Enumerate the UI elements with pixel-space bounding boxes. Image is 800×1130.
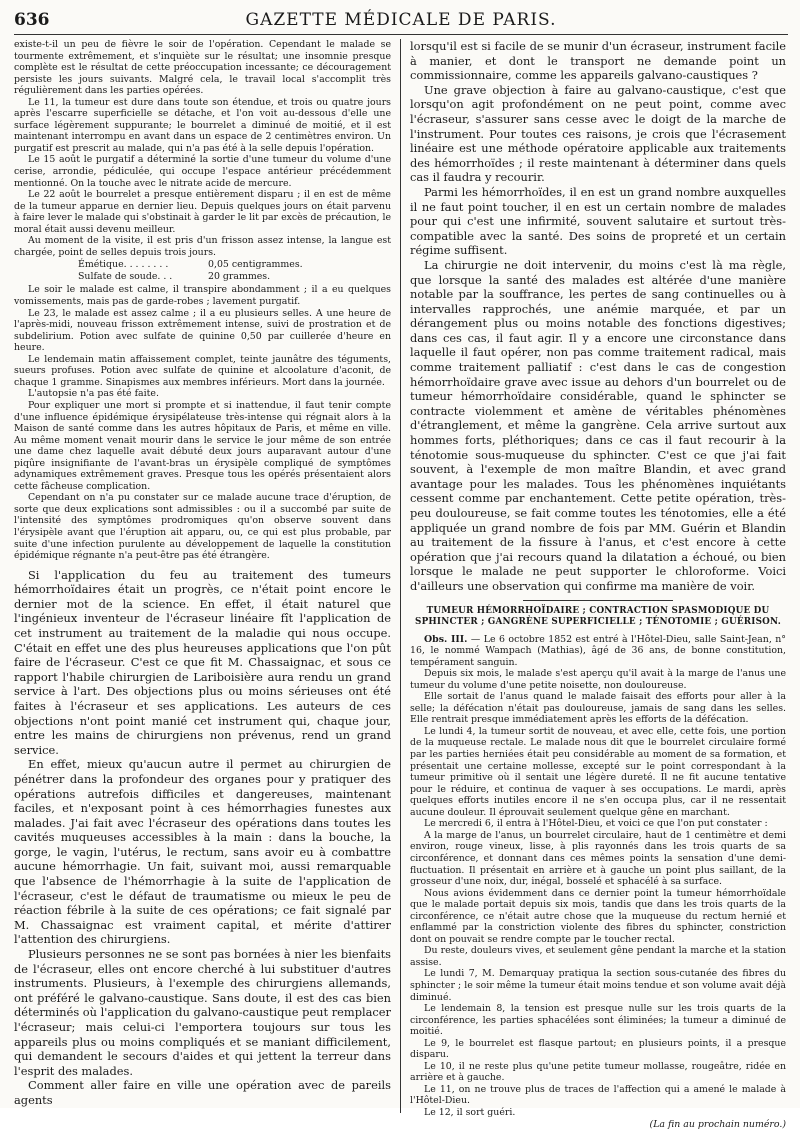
paragraph: Le mercredi 6, il entra à l'Hôtel-Dieu, et voici ce que l'on put constater : — [424, 818, 768, 830]
observation-intro — [410, 634, 786, 669]
paragraph: Si l'application du feu au traitement des tumeurs hémorrhoïdaires était un progrès, ce n'était point encore le dernier mot de la science. En effet, il était naturel que l'ingénieux inventeur de l'écraseur linéaire fît l'application de cet instrument au traitement de la maladie qui nous occupe. C'était en effet une des plus heureuses applications que l'on pût faire de l'écraseur. C'est ce que fit M. Chassaignac, et sous ce rapport l'habile chirurgien de Lariboisière aura rendu un grand service à l'art. Des objections plus ou moins sérieuses ont été faites à l'écraseur et ses applications. Les auteurs de ces objections n'ont point manié cet instrument qui, chaque jour, entre les mains de chirurgiens non prévenus, rend un grand service. — [14, 567, 391, 757]
continued-note: (La fin au prochain numéro.) — [649, 1118, 786, 1130]
paragraph: Le 11, on ne trouve plus de traces de l'affection qui a amené le malade à l'Hôtel-Dieu. — [410, 1083, 786, 1107]
paragraph: Le 12, il sort guéri. — [424, 1106, 516, 1118]
paragraph: Du reste, douleurs vives, et seulement gêne pendant la marche et la station assise. — [410, 945, 786, 968]
paragraph: Le soir le malade est calme, il transpire abondamment ; il a eu quelques vomissements, mais pas de garde-robes ; lavement purgatif. — [14, 284, 391, 308]
paragraph: Elle sortait de l'anus quand le malade faisait des efforts pour aller à la selle; la défécation n'était pas douloureuse, jamais de sang dans les selles. Elle rentrait presque immédiatement après les efforts de la défécation. — [410, 691, 786, 726]
drug-name: Sulfate de soude. . . — [78, 270, 173, 282]
observation-notes — [410, 634, 786, 1130]
paragraph: Le lendemain 8, la tension est presque nulle sur les trois quarts de la circonférence, les parties sphacélées sont éliminées; la tumeur a diminué de moitié. — [410, 1003, 786, 1038]
paragraph: Le lundi 4, la tumeur sortit de nouveau, et avec elle, cette fois, une portion de la muqueuse rectale. Le malade nous dit que le bourrelet circulaire formé par les parties herniées était peu considérable au moment de sa formation, et présentait une certaine mollesse, excepté sur le point correspondant à la tumeur primitive où il sentait une légère dureté. Il ne fit aucune tentative pour le réduire, et continua de vaquer à ses occupations. Le mardi, après quelques efforts inutiles encore il ne s'en occupa plus, car il ne ressentait aucune douleur. Il éprouvait seulement quelque gêne en marchant. — [410, 725, 786, 818]
drug-quantity: 0,05 centigrammes. — [208, 259, 303, 271]
paragraph: Une grave objection à faire au galvano-caustique, c'est que lorsqu'on agit profondément on ne peut point, comme avec l'écraseur, s'assurer sans cesse avec le doigt de la marche de l'instrument. Pour toutes ces raisons, je crois que l'écrasement linéaire est une méthode opératoire applicable aux traitements des hémorrhoïdes ; il reste maintenant à déterminer dans quels cas il faudra y recourir. — [410, 82, 786, 185]
paragraph: Le 15 août le purgatif a déterminé la sortie d'une tumeur du volume d'une cerise, arrondie, pédiculée, qui occupe l'espace antérieur précédemment mentionné. On la touche avec le nitrate acide de mercure. — [14, 154, 391, 189]
main-text-left — [14, 568, 391, 1108]
paragraph: lorsqu'il est si facile de se munir d'un écraseur, instrument facile à manier, et dont le transport ne demande point un commissionnaire, comme les appareils galvano-caustiques ? — [410, 39, 786, 83]
paragraph: L'autopsie n'a pas été faite. — [28, 388, 159, 400]
journal-title: GAZETTE MÉDICALE DE PARIS. — [245, 10, 557, 30]
paragraph: Cependant on n'a pu constater sur ce malade aucune trace d'éruption, de sorte que deux explications sont admissibles : ou il a succombé par suite de l'intensité des symptômes prodromiques qu'on observe souvent dans l'érysipèle avant que l'éruption ait apparu, ou, ce qui est plus probable, par suite d'une infection purulente au développement de laquelle la constitution épidémique régnante n'a peut-être pas été étrangère. — [14, 492, 391, 562]
paragraph: Le 10, il ne reste plus qu'une petite tumeur mollasse, rougeâtre, ridée en arrière et à gauche. — [410, 1060, 786, 1084]
paragraph: Le 22 août le bourrelet a presque entièrement disparu ; il en est de même de la tumeur apparue en dernier lieu. Depuis quelques jours on était parvenu à faire lever le malade qui s'obstinait à garder le lit par excès de précaution, le moral était aussi devenu meilleur. — [14, 189, 391, 235]
paragraph: Le 9, le bourrelet est flasque partout; en plusieurs points, il a presque disparu. — [410, 1037, 786, 1061]
observation-label: Obs. III. — [424, 633, 468, 645]
observation-intro-text: — Le 6 octobre 1852 est entré à l'Hôtel-Dieu, salle Saint-Jean, n° 16, le nommé Wampach (Mathias), âgé de 36 ans, de bonne constitution, tempérament sanguin. — [410, 633, 786, 668]
paragraph: Nous avions évidemment dans ce dernier point la tumeur hémorrhoïdale que le malade portait depuis six mois, tandis que dans les trois quarts de la circonférence, ce n'était autre chose que la muqueuse du rectum hernié et enflammé par la constriction violente des fibres du sphincter, constriction dont on pouvait se rendre compte par le toucher rectal. — [410, 887, 786, 945]
drug-name: Émétique. . . . . . . . — [78, 259, 169, 271]
running-head — [14, 10, 788, 35]
right-column — [400, 39, 786, 1130]
paragraph: Depuis six mois, le malade s'est aperçu qu'il avait à la marge de l'anus une tumeur du volume d'une petite noisette, non douloureuse. — [410, 668, 786, 691]
paragraph: Plusieurs personnes ne se sont pas bornées à nier les bienfaits de l'écraseur, elles ont encore cherché à lui substituer d'autres instruments. Plusieurs, à l'exemple des chirurgiens allemands, ont préféré le galvano-caustique. Sans doute, il est des cas bien déterminés où l'application du galvano-caustique peut remplacer l'écraseur; mais celui-ci l'emportera toujours sur tous les appareils plus ou moins compliqués et se maniant difficilement, qui demandent le secours d'aides et qui jettent la terreur dans l'esprit des malades. — [14, 947, 391, 1078]
page-number: 636 — [14, 10, 50, 30]
paragraph: A la marge de l'anus, un bourrelet circulaire, haut de 1 centimètre et demi environ, rouge vineux, lisse, à plis rayonnés dans les trois quarts de sa circonférence, et donnant dans ces mêmes points la sensation d'une demi-fluctuation. Il présentait en arrière et à gauche un point plus saillant, de la grosseur d'une noix, dur, inégal, bosselé et sphacélé à sa surface. — [410, 829, 786, 888]
paragraph: Pour expliquer une mort si prompte et si inattendue, il faut tenir compte d'une influence épidémique érysipélateuse très-intense qui régnait alors à la Maison de santé comme dans les autres hôpitaux de Paris, et même en ville. Au même moment venait mourir dans le service le jour même de son entrée une dame chez laquelle avait débuté deux jours auparavant autour d'une piqûre insignifiante de l'avant-bras un érysipèle compliqué de symptômes adynamiques extrêmement graves. Presque tous les opérés présentaient alors cette fâcheuse complication. — [14, 399, 391, 492]
left-column — [14, 39, 400, 1113]
paragraph: Le 11, la tumeur est dure dans toute son étendue, et trois ou quatre jours après l'escarre superficielle se détache, et l'on voit au-dessous d'elle une surface légèrement suppurante; le bourrelet a diminué de moitié, et il est maintenant interrompu en avant dans un espace de 2 centimètres environ. Un purgatif est prescrit au malade, qui n'a pas été à la selle depuis l'opération. — [14, 96, 391, 154]
two-column-body — [14, 39, 788, 1130]
case-heading: TUMEUR HÉMORRHOÏDAIRE ; CONTRACTION SPASMODIQUE DU SPHINCTER ; GANGRÈNE SUPERFICIELLE ; TÉNOTOMIE ; GUÉRISON. — [410, 600, 786, 628]
prescription-row — [78, 259, 391, 271]
paragraph: Le lundi 7, M. Demarquay pratiqua la section sous-cutanée des fibres du sphincter ; le soir même la tumeur était moins tendue et son volume avait déjà diminué. — [410, 968, 786, 1003]
prescription-row — [78, 271, 391, 283]
paragraph: Comment aller faire en ville une opération avec de pareils agents — [14, 1078, 391, 1107]
divider — [523, 600, 673, 601]
paragraph: La chirurgie ne doit intervenir, du moins c'est là ma règle, que lorsque la santé des malades est altérée d'une manière notable par la souffrance, les pertes de sang continuelles ou à intervalles rapprochés, une anémie marquée, et par un dérangement plus ou moins notable des fonctions digestives; dans ces cas, il faut agir. Il y a encore une circonstance dans laquelle il faut opérer, non pas comme traitement radical, mais comme traitement palliatif : c'est dans le cas de congestion hémorrhoïdaire grave avec issue au dehors d'un bourrelet ou de tumeur hémorrhoïdaire considérable, quand le sphincter se contracte violemment et amène de véritables phénomènes d'étranglement, et même la gangrène. Cela arrive surtout aux hommes forts, pléthoriques; dans ce cas il faut recourir à la ténotomie sous-muqueuse du sphincter. C'est ce que j'ai fait souvent, à l'exemple de mon maître Blandin, et avec grand avantage pour les malades. Tous les phénomènes inquiétants cessent comme par enchantement. Cette petite opération, très-peu douloureuse, se fait comme toutes les ténotomies, elle a été appliquée un grand nombre de fois par MM. Guérin et Blandin au traitement de la fissure à l'anus, et c'est encore à cette opération que j'ai recours quand la dilatation a échoué, ou bien lorsque le malade ne peut supporter le chloroforme. Voici d'ailleurs une observation qui confirme ma manière de voir. — [410, 257, 786, 593]
paragraph: Parmi les hémorrhoïdes, il en est un grand nombre auxquelles il ne faut point toucher, il en est un certain nombre de malades pour qui c'est une infirmité, souvent salutaire et surtout très-compatible avec la santé. Des soins de propreté et un certain régime suffisent. — [410, 184, 786, 258]
drug-quantity: 20 grammes. — [208, 270, 271, 282]
prescription-table — [78, 259, 391, 282]
paragraph: Au moment de la visite, il est pris d'un frisson assez intense, la langue est chargée, point de selles depuis trois jours. — [14, 235, 391, 258]
case-notes-1 — [14, 39, 391, 258]
paragraph: Le lendemain matin affaissement complet, teinte jaunâtre des téguments, sueurs profuses. Potion avec sulfate de quinine et alcoolature d'aconit, de chaque 1 gramme. Sinapismes aux membres inférieurs. Mort dans la journée. — [14, 353, 391, 388]
case-notes-2 — [14, 284, 391, 561]
paragraph: En effet, mieux qu'aucun autre il permet au chirurgien de pénétrer dans la profondeur des organes pour y pratiquer des opérations autrefois difficiles et dangereuses, maintenant faciles, et n'exposant point à ces hémorrhagies funestes aux malades. J'ai fait avec l'écraseur des opérations dans toutes les cavités muqueuses accessibles à la main : dans la bouche, la gorge, le vagin, l'utérus, le rectum, sans avoir eu à combattre aucune hémorrhagie. Un fait, suivant moi, aussi remarquable que l'absence de l'hémorrhagie à la suite de l'application de l'écraseur, c'est le défaut de traumatisme ou mieux le peu de réaction fébrile à la suite de ces opérations; ce fait signalé par M. Chassaignac est vraiment capital, et mérite d'attirer l'attention des chirurgiens. — [14, 757, 391, 947]
main-text-right — [410, 39, 786, 594]
paragraph: existe-t-il un peu de fièvre le soir de l'opération. Cependant le malade se tourmente extrêmement, et s'inquiète sur le résultat; une insomnie presque complète est le résultat de cette préoccupation incessante; ce découragement persiste les jours suivants. Malgré cela, le travail local s'accomplit très régulièrement dans les parties opérées. — [14, 39, 391, 97]
paragraph: Le 23, le malade est assez calme ; il a eu plusieurs selles. A une heure de l'après-midi, nouveau frisson extrêmement intense, suivi de prostration et de subdelirium. Potion avec sulfate de quinine 0,50 par cuillerée d'heure en heure. — [14, 307, 391, 354]
